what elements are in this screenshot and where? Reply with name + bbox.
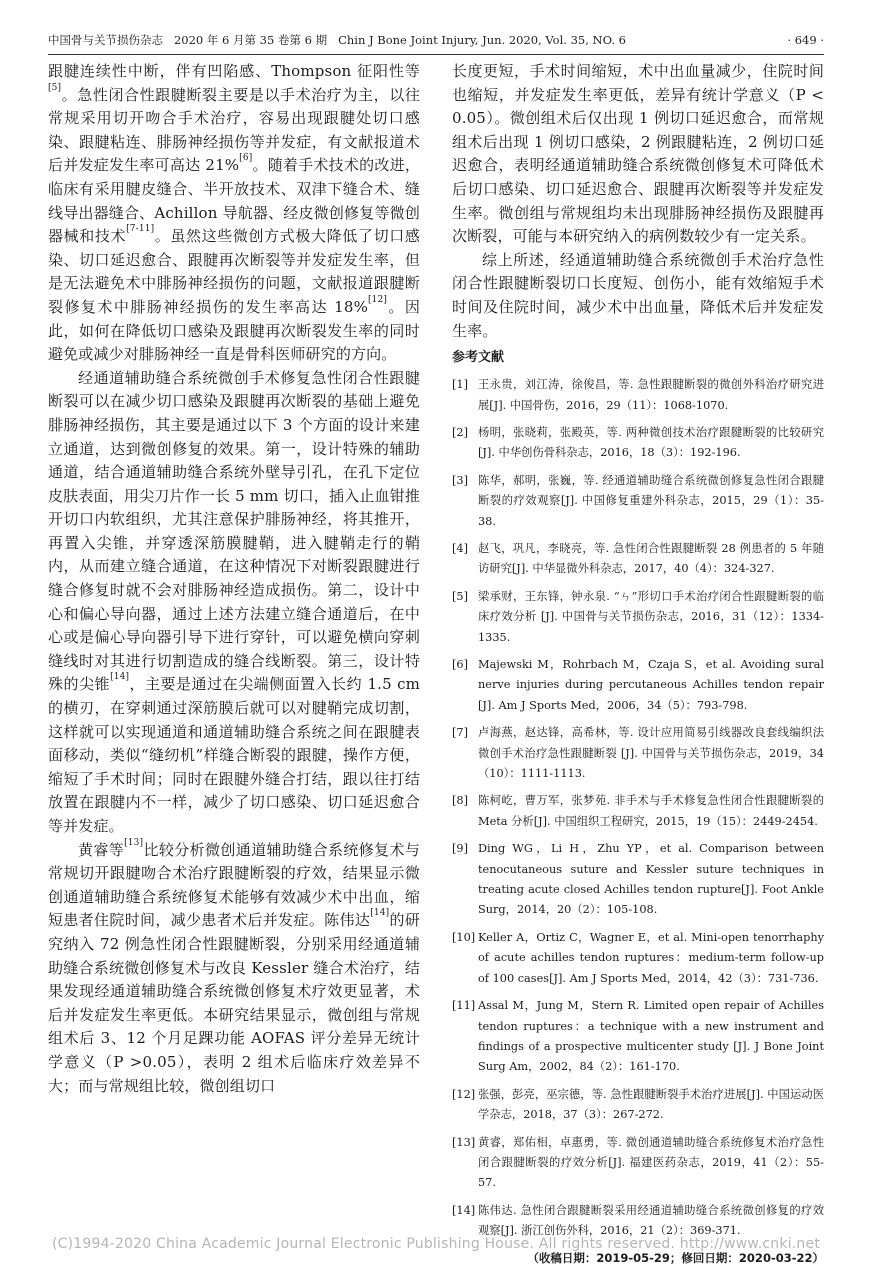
received-revised-dates: （收稿日期：2019-05-29；修回日期：2020-03-22） <box>527 1250 824 1265</box>
reference-number: [3] <box>452 473 469 487</box>
paragraph-right-1: 长度更短，手术时间缩短，术中出血量减少，住院时间也缩短，并发症发生率更低，差异有统计学意义（P < 0.05）。微创组术后仅出现 1 例切口延迟愈合，而常规组术后出现 1 例切口感染，2 例跟腱粘连，2 例切口延迟愈合，表明经通道辅助缝合系统微创修复术可降低术后切口感染、切口延迟愈合、跟腱再次断裂等并发症发生率。微创组与常规组均未出现腓肠神经损伤及跟腱再次断裂，可能与本研究纳入的病例数较少有一定关系。 <box>452 62 824 246</box>
reference-item <box>452 375 824 416</box>
reference-number: [13] <box>452 1135 476 1149</box>
right-column <box>452 60 824 1267</box>
header-issue-cn: 2020 年 6 月第 35 卷第 6 期 <box>173 33 328 47</box>
reference-number: [11] <box>452 999 476 1013</box>
reference-number: [6] <box>452 658 469 671</box>
references-heading: 参考文献 <box>452 350 505 366</box>
reference-number: [14] <box>452 1203 476 1217</box>
paragraph-conclusion: 综上所述，经通道辅助缝合系统微创手术治疗急性闭合性跟腱断裂切口长度短、创伤小，能有效缩短手术时间及住院时间，减少术中出血量，降低术后并发症发生率。 <box>452 250 824 340</box>
reference-number: [4] <box>452 541 469 555</box>
reference-item <box>452 723 824 784</box>
right-body <box>452 60 824 343</box>
reference-item <box>452 839 824 921</box>
reference-text: 黄睿，郑佑相，卓惠勇，等. 微创通道辅助缝合系统修复术治疗急性闭合跟腱断裂的疗效分析[J]. 福建医药杂志，2019，41（2）：55-57. <box>478 1135 824 1190</box>
reference-number: [7] <box>452 726 469 740</box>
left-column <box>48 60 420 1098</box>
reference-text: 陈伟达. 急性闭合跟腱断裂采用经通道辅助缝合系统微创修复的疗效观察[J]. 浙江创伤外科，2016，21（2）：369-371. <box>478 1203 824 1238</box>
reference-number: [1] <box>452 378 469 392</box>
header-journal-cn: 中国骨与关节损伤杂志 <box>48 33 163 47</box>
reference-text: 陈华，郝明，张巍，等. 经通道辅助缝合系统微创修复急性闭合跟腱断裂的疗效观察[J]. 中国修复重建外科杂志，2015，29（1）：35-38. <box>478 473 824 528</box>
reference-list <box>452 375 824 1241</box>
header-rule <box>48 54 824 55</box>
reference-text: 赵飞，巩凡，李晓亮，等. 急性闭合性跟腱断裂 28 例患者的 5 年随访研究[J]. 中华显微外科杂志，2017，40（4）：324-327. <box>478 541 824 576</box>
reference-item <box>452 471 824 532</box>
paragraph-left-3: 黄睿等[13]比较分析微创通道辅助缝合系统修复术与常规切开跟腱吻合术治疗跟腱断裂的疗效，结果显示微创通道辅助缝合系统修复术能够有效减少术中出血，缩短患者住院时间，减少患者术后并发症。陈伟达[14]的研究纳入 72 例急性闭合性跟腱断裂，分别采用经通道辅助缝合系统微创修复术与改良 Kessler 缝合术治疗，结果发现经通道辅助缝合系统微创修复术疗效更显著，术后并发症发生率更低。本研究结果显示，微创组与常规组术后 3、12 个月足踝功能 AOFAS 评分差异无统计学意义（P >0.05），表明 2 组术后临床疗效差异不大；而与常规组比较，微创组切口 <box>48 837 421 1095</box>
reference-item <box>452 423 824 464</box>
header-journal-en: Chin J Bone Joint Injury, Jun. 2020, Vol. 35, NO. 6 <box>338 33 626 47</box>
reference-text: Ding WG，Li H，Zhu YP，et al. Comparison between tenocutaneous suture and Kessler suture techniques in treating acute closed Achilles tendon rupture[J]. Foot Ankle Surg，2014，20（2）：105-108. <box>478 842 824 917</box>
reference-item <box>452 539 824 580</box>
reference-number: [10] <box>452 930 476 944</box>
reference-text: 陈柯屹，曹万军，张梦苑. 非手术与手术修复急性闭合性跟腱断裂的 Meta 分析[J]. 中国组织工程研究，2015，19（15）：2449-2454. <box>478 794 824 828</box>
reference-item <box>452 996 824 1078</box>
reference-text: 王永贵，刘江涛，徐俊昌，等. 急性跟腱断裂的微创外科治疗研究进展[J]. 中国骨伤，2016，29（11）：1068-1070. <box>478 378 824 412</box>
copyright-footer: (C)1994-2020 China Academic Journal Electronic Publishing House. All rights reserved. http://www.cnki.net <box>51 1236 821 1252</box>
reference-number: [5] <box>452 589 469 603</box>
reference-text: Keller A，Ortiz C，Wagner E，et al. Mini-open tenorrhaphy of acute achilles tendon ruptures：medium-term follow-up of 100 cases[J]. Am J Sports Med，2014，42（3）：731-736. <box>478 930 824 985</box>
reference-text: 卢海燕，赵达锋，高希林，等. 设计应用简易引线器改良套线编织法微创手术治疗急性跟腱断裂 [J]. 中国骨与关节损伤杂志，2019，34（10）：1111-1113. <box>478 726 824 781</box>
running-header <box>48 26 824 54</box>
reference-text: Majewski M，Rohrbach M，Czaja S，et al. Avoiding sural nerve injuries during percutaneous Achilles tendon repair [J]. Am J Sports Med，2006，34（5）：793-798. <box>478 658 824 712</box>
reference-text: 梁承财，王东锋，钟永泉. “ㄣ”形切口手术治疗闭合性跟腱断裂的临床疗效分析 [J]. 中国骨与关节损伤杂志，2016，31（12）：1334-1335. <box>478 589 824 644</box>
reference-number: [12] <box>452 1087 476 1101</box>
reference-item <box>452 1085 824 1126</box>
reference-item <box>452 587 824 648</box>
reference-number: [8] <box>452 794 469 808</box>
reference-text: 张强，彭亮，巫宗德，等. 急性跟腱断裂手术治疗进展[J]. 中国运动医学杂志，2018，37（3）：267-272. <box>478 1087 824 1122</box>
reference-item <box>452 928 824 989</box>
reference-item <box>452 791 824 832</box>
reference-item <box>452 1133 824 1194</box>
reference-text: Assal M，Jung M，Stern R. Limited open repair of Achilles tendon ruptures：a technique with a new instrument and findings of a prospective multicenter study [J]. J Bone Joint Surg Am，2002，84（2）：161-170. <box>478 999 824 1074</box>
reference-number: [9] <box>452 842 469 856</box>
page-number: · 649 · <box>787 33 824 47</box>
reference-text: 杨明，张晓莉，张殿英，等. 两种微创技术治疗跟腱断裂的比较研究[J]. 中华创伤骨科杂志，2016，18（3）：192-196. <box>478 425 824 460</box>
reference-item <box>452 655 824 716</box>
reference-number: [2] <box>452 425 469 439</box>
header-journal-info <box>48 26 626 54</box>
paragraph-left-1: 跟腱连续性中断，伴有凹陷感、Thompson 征阳性等[5]。急性闭合性跟腱断裂主要是以手术治疗为主，以往常规采用切开吻合手术治疗，容易出现跟腱处切口感染、跟腱粘连、腓肠神经损伤等并发症，有文献报道术后并发症发生率可高达 21%[6]。随着手术技术的改进，临床有采用腱皮缝合、半开放技术、双津下缝合术、缝线导出器缝合、Achillon 导航器、经皮微创修复等微创器械和技术[7-11]。虽然这些微创方式极大降低了切口感染、切口延迟愈合、跟腱再次断裂等并发症发生率，但是无法避免术中腓肠神经损伤的问题，文献报道跟腱断裂修复术中腓肠神经损伤的发生率高达 18%[12]。因此，如何在降低切口感染及跟腱再次断裂发生率的同时避免或减少对腓肠神经一直是骨科医师研究的方向。 <box>48 62 420 364</box>
paragraph-left-2: 经通道辅助缝合系统微创手术修复急性闭合性跟腱断裂可以在减少切口感染及跟腱再次断裂的基础上避免腓肠神经损伤，其主要是通过以下 3 个方面的设计来建立通道，达到微创修复的效果。第一，设计特殊的辅助通道，结合通道辅助缝合系统外壁导引孔，在孔下定位皮肤表面，用尖刀片作一长 5 mm 切口，插入止血钳推开切口内软组织，尤其注意保护腓肠神经，将其推开，再置入尖锥，并穿透深筋膜腱鞘，进入腱鞘走行的鞘内，从而建立缝合通道，在这种情况下对断裂跟腱进行缝合修复时就不会对腓肠神经造成损伤。第二，设计中心和偏心导向器，通过上述方法建立缝合通道后，在中心或是偏心导向器引导下进行穿针，可以避免横向穿刺缝线时对其进行切割造成的缝合线断裂。第三，设计特殊的尖锥[14]，主要是通过在尖端侧面置入长约 1.5 cm 的横刃，在穿刺通过深筋膜后就可以对腱鞘完成切割，这样就可以实现通道和通道辅助缝合系统之间在跟腱表面移动，类似“缝纫机”样缝合断裂的跟腱，操作方便，缩短了手术时间；同时在跟腱外缝合打结，跟以往打结放置在跟腱内不一样，减少了切口感染、切口延迟愈合等并发症。 <box>48 368 420 835</box>
